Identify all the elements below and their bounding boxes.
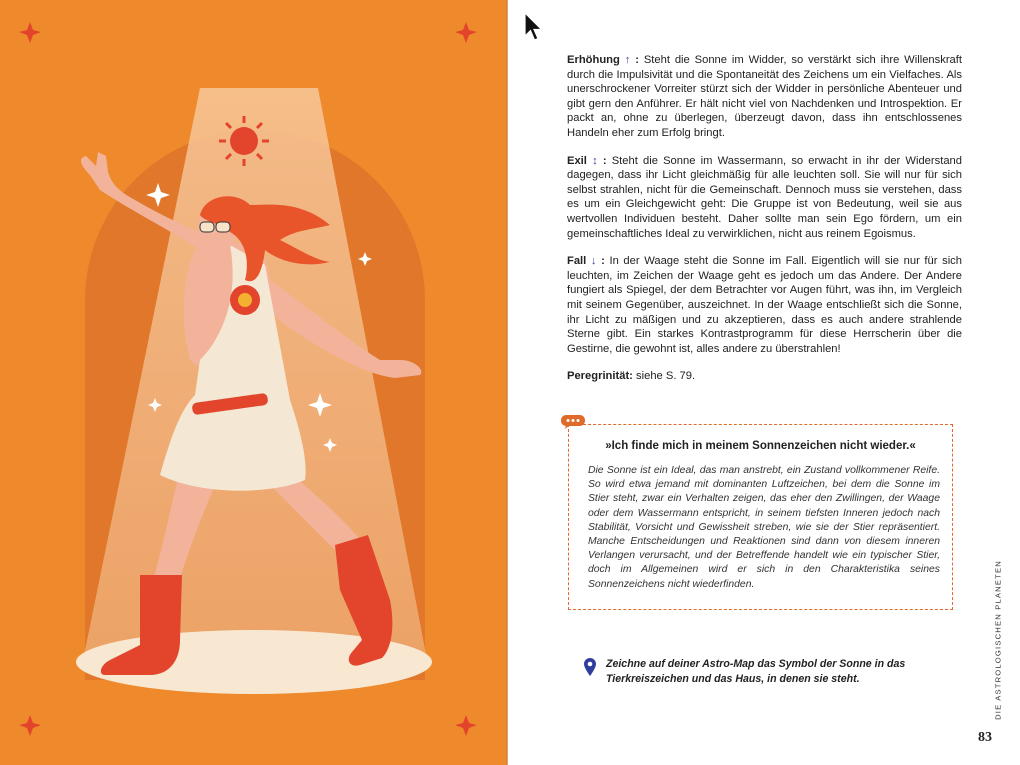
section-term: Fall (567, 255, 587, 268)
section-separator: : (596, 255, 605, 268)
section-separator: : (630, 54, 639, 66)
section-separator: : (597, 154, 607, 167)
corner-star-icon (19, 22, 41, 43)
text-page (508, 0, 1020, 765)
corner-star-icon (455, 715, 477, 736)
mouse-cursor-icon (524, 12, 544, 42)
running-head-label: DIE ASTROLOGISCHEN PLANETEN (993, 560, 1003, 720)
section-term: Erhöhung (567, 54, 620, 66)
section-text: Steht die Sonne im Widder, so verstärkt sich ihre Willenskraft durch die Impulsivität und die Spontaneität des Zeichens um ein Vielfaches. Als unerschrockener Vorreiter stürzt sich der Widder in persönliche Abenteuer und gibt gern den Anführer. Er hält nicht viel von Nachdenken und Introspektion. Er packt an, ohne zu überlegen, überzeugt davon, dass ihn entschlossenes Handeln eher zum Erfolg bringt. (567, 54, 962, 139)
arrow-updown-icon: ↕ (592, 154, 598, 167)
tip-text: Zeichne auf deiner Astro-Map das Symbol der Sonne in das Tierkreiszeichen und das Haus, in denen sie steht. (606, 658, 906, 685)
running-head (988, 560, 1008, 720)
section-text: Steht die Sonne im Wassermann, so erwacht in ihr der Widerstand dagegen, dass ihr Licht gleichmäßig für alle leuchten soll. Sie will nur für sich selbst strahlen, nicht für die Gemeinschaft. Dennoch muss sie verstehen, dass es um ein Gleichgewicht geht: Die Gruppe ist von Bedeutung, weil sie aus wertvollen Individuen besteht. Daher sollte man sein Ego fördern, um ein gemeinschaftliches Ideal zu verwirklichen, nicht aus reinem Egoismus. (567, 154, 963, 240)
main-text (567, 53, 962, 397)
arrow-down-icon: ↓ (590, 255, 597, 268)
page-number: 83 (978, 730, 992, 745)
quote-body: Die Sonne ist ein Ideal, das man anstrebt, ein Zustand vollkommener Reife. So wird etwa jemand mit dominanten Luftzeichen, bei dem die Sonne im Stier steht, zwar ein Verhalten zeigen, das eher den Zwillingen, der Waage oder dem Wassermann entspricht, in seinem tiefsten Inneren jedoch nach Stabilität, Vorsicht und Gewissheit streben, wie sie der Stier repräsentiert. Manche Entscheidungen und Reaktionen sind dann von diesem inneren Verlangen verursacht, und der Betreffende handelt wie ein typischer Stier, doch im Allgemeinen wird er sich in den Charakteristika seines Sonnenzeichens nicht wiederfinden. (588, 465, 940, 590)
quote-box (568, 424, 953, 610)
corner-star-icon (19, 715, 41, 736)
section-erhoehung (567, 53, 962, 141)
section-fall (567, 254, 962, 356)
section-peregrinitaet (567, 369, 962, 384)
section-term: Peregrinität: (567, 370, 633, 383)
section-text: siehe S. 79. (632, 370, 696, 383)
section-term: Exil (567, 154, 587, 167)
section-text: In der Waage steht die Sonne im Fall. Eigentlich will sie nur für sich leuchten, im Zeichen der Waage geht es jedoch um das Andere. Der Andere fungiert als Spiegel, der dem Betrachter vor Augen führt, was ihn, im Vergleich mit seinem Gegenüber, auszeichnet. In der Waage entschließt sich die Sonne, ihr Licht zu mäßigen und zu akzeptieren, dass es auch andere strahlende Sterne gibt. Ein starkes Kontrastprogramm für diese Herrscherin über die Gestirne, die gewohnt ist, alles andere zu überstrahlen! (567, 255, 962, 355)
location-pin-icon (584, 658, 596, 676)
quote-title: »Ich finde mich in meinem Sonnenzeichen nicht wieder.« (605, 440, 916, 452)
arrow-up-icon: ↑ (624, 54, 631, 66)
illustration-page (0, 0, 508, 765)
sun-god-illustration (0, 0, 508, 765)
section-exil (567, 154, 962, 242)
corner-star-icon (455, 22, 477, 43)
